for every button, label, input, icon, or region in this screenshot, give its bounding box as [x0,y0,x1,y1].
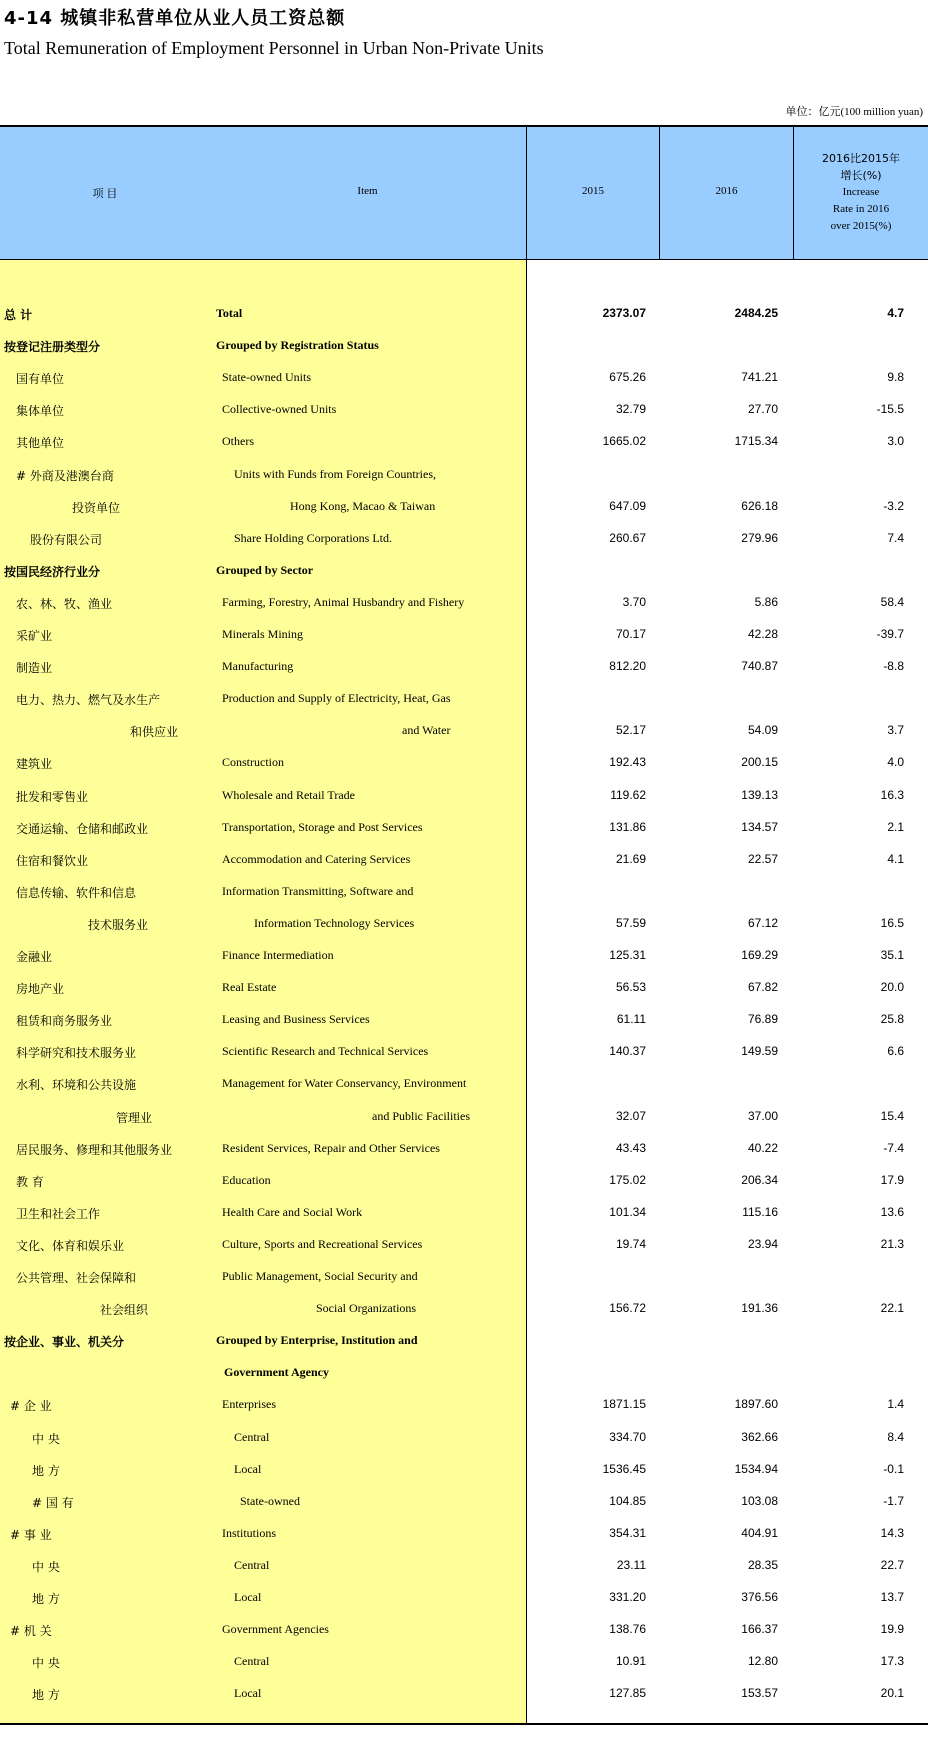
value-2015: 354.31 [609,1525,646,1540]
value-2015: 61.11 [616,1012,646,1027]
row-item-chinese: 农、林、牧、渔业 [16,596,113,611]
row-item-chinese: 居民服务、修理和其他服务业 [16,1142,173,1157]
table-row [0,329,928,361]
row-item-english: Local [234,1590,262,1604]
table-title-english: Total Remuneration of Employment Personnel in Urban Non-Private Units [4,38,544,58]
value-2015: 104.85 [609,1493,646,1508]
value-2016: 1534.94 [734,1461,778,1476]
row-item-chinese: 采矿业 [16,629,53,643]
value-2016: 5.86 [754,594,778,609]
value-2016: 376.56 [741,1590,778,1604]
header-item-en: Item [357,185,378,197]
growth-rate: -8.8 [883,659,904,674]
table-row [0,843,928,875]
value-2015: 32.07 [615,1108,646,1123]
value-2015: 812.20 [609,659,646,674]
table-row [0,1292,928,1324]
value-2016: 22.57 [747,851,778,866]
header-growth-en-3: over 2015(%) [830,220,892,232]
value-2016: 103.08 [741,1493,778,1508]
row-item-english: Central [234,1557,270,1572]
table-row [0,393,928,425]
row-item-chinese: 科学研究和技术服务业 [16,1046,137,1061]
value-2016: 115.16 [742,1204,778,1219]
table-row [0,779,928,811]
row-item-english: Farming, Forestry, Animal Husbandry and Fishery [222,594,465,609]
table-title-chinese: 4-14 城镇非私营单位从业人员工资总额 [4,8,346,29]
growth-rate: 8.4 [887,1429,904,1444]
header-growth-en-2: Rate in 2016 [832,203,890,215]
table-row [0,1645,928,1677]
value-2015: 57.59 [615,915,646,930]
row-item-english: and Public Facilities [372,1108,470,1123]
row-item-english: Institutions [222,1525,277,1540]
table-row [0,1421,928,1453]
value-2016: 67.12 [747,915,778,930]
row-item-chinese: 按登记注册类型分 [4,340,101,355]
growth-rate: 17.3 [880,1654,904,1669]
table-bottom-border [0,1723,928,1725]
row-item-english: Construction [222,755,284,770]
growth-rate: 25.8 [880,1012,904,1027]
row-item-chinese: 水利、环境和公共设施 [16,1078,137,1093]
growth-rate: 17.9 [880,1172,904,1187]
row-item-english: Hong Kong, Macao & Taiwan [290,498,436,513]
row-item-english: Scientific Research and Technical Services [222,1044,429,1059]
value-2015: 21.69 [615,851,646,866]
row-item-english: State-owned Units [222,370,311,385]
growth-rate: 4.7 [887,306,904,320]
row-item-chinese: 股份有限公司 [30,532,103,547]
value-2016: 76.89 [747,1012,778,1027]
table-row [0,1067,928,1099]
row-item-chinese: 公共管理、社会保障和 [16,1271,137,1285]
value-2016: 279.96 [741,530,778,545]
table-row [0,682,928,714]
header-growth-en-1: Increase [842,186,880,198]
row-item-english: Culture, Sports and Recreational Services [222,1236,423,1251]
row-item-english: Information Transmitting, Software and [222,883,414,898]
row-item-chinese: 地 方 [32,1592,60,1606]
row-item-english: Collective-owned Units [222,402,337,417]
value-2016: 37.00 [747,1108,778,1123]
table-row [0,1003,928,1035]
value-2015: 125.31 [609,948,646,962]
growth-rate: 1.4 [887,1397,904,1412]
growth-rate: 15.4 [880,1108,904,1123]
value-2015: 131.86 [609,819,646,834]
header-growth-cn-1: 2016比2015年 [822,152,900,165]
row-item-english: Leasing and Business Services [222,1012,370,1027]
header-item-cn: 项 目 [92,188,118,200]
table-row [0,1196,928,1228]
row-item-english: State-owned [240,1493,300,1508]
value-2015: 192.43 [609,755,646,770]
value-2015: 10.91 [615,1654,646,1669]
table-row [0,1035,928,1067]
row-item-chinese: 电力、热力、燃气及水生产 [16,693,161,708]
growth-rate: 6.6 [887,1044,904,1059]
value-2016: 200.15 [741,755,778,770]
table-row [0,971,928,1003]
row-item-chinese: # 机 关 [10,1624,52,1639]
row-item-english: Education [222,1172,271,1187]
table-row [0,618,928,650]
value-2016: 740.87 [741,659,778,674]
value-2015: 3.70 [622,594,646,609]
row-item-chinese: 地 方 [32,1688,60,1703]
table-row [0,425,928,457]
value-2016: 741.21 [741,370,778,385]
value-2015: 334.70 [609,1429,646,1444]
value-2016: 153.57 [741,1686,778,1701]
growth-rate: -3.2 [883,498,904,513]
header-growth-rate [794,150,928,235]
row-item-chinese: 和供应业 [130,725,179,740]
value-2016: 54.09 [747,723,778,738]
value-2015: 56.53 [615,980,646,995]
value-2015: 175.02 [609,1172,646,1187]
value-2016: 191.36 [741,1301,778,1316]
row-item-chinese: 交通运输、仓储和邮政业 [16,821,149,836]
row-item-english: Grouped by Sector [216,562,314,577]
row-item-chinese: 房地产业 [16,982,65,997]
row-item-chinese: 管理业 [116,1110,153,1125]
row-item-english: Local [234,1461,262,1476]
value-2015: 647.09 [609,498,646,513]
value-2016: 1897.60 [734,1397,778,1412]
table-row [0,746,928,778]
value-2016: 67.82 [747,980,778,995]
table-row [0,554,928,586]
row-item-english: Share Holding Corporations Ltd. [234,530,392,545]
table-row [0,586,928,618]
growth-rate: 16.3 [880,787,904,802]
row-item-chinese: 按国民经济行业分 [4,564,101,579]
table-row [0,811,928,843]
row-item-chinese: 文化、体育和娱乐业 [16,1238,125,1253]
value-2015: 1871.15 [602,1397,646,1412]
table-row [0,1517,928,1549]
row-item-english: Grouped by Enterprise, Institution and [216,1333,418,1348]
table-row [0,361,928,393]
table-row [0,939,928,971]
row-item-chinese: 金融业 [16,950,53,964]
table-row [0,297,928,329]
row-item-chinese: 教 育 [16,1174,44,1189]
value-2015: 1536.45 [602,1461,646,1476]
row-item-english: Grouped by Registration Status [216,338,379,353]
table-row [0,1228,928,1260]
value-2015: 70.17 [615,627,646,641]
row-item-english: Management for Water Conservancy, Environment [222,1076,467,1091]
row-item-english: Public Management, Social Security and [222,1269,418,1283]
row-item-chinese: 制造业 [16,661,53,676]
row-item-chinese: 中 央 [32,1431,60,1446]
table-row [0,522,928,554]
row-item-chinese: # 企 业 [10,1399,52,1414]
growth-rate: 4.0 [887,755,904,770]
value-2016: 134.57 [741,819,778,834]
growth-rate: 7.4 [887,530,904,545]
growth-rate: -0.1 [883,1461,904,1476]
row-item-english: Others [222,434,254,449]
row-item-english: Resident Services, Repair and Other Services [222,1140,440,1155]
value-2015: 43.43 [615,1140,646,1155]
growth-rate: 19.9 [880,1622,904,1637]
row-item-english: Accommodation and Catering Services [222,851,411,866]
value-2015: 101.34 [609,1204,646,1219]
value-2015: 675.26 [609,370,646,385]
row-item-chinese: 中 央 [32,1656,60,1671]
table-row [0,1549,928,1581]
value-2016: 2484.25 [734,306,778,320]
row-item-chinese: 社会组织 [100,1303,149,1318]
table-row [0,1453,928,1485]
header-2016: 2016 [715,185,738,197]
value-2016: 404.91 [741,1525,778,1540]
value-2016: 362.66 [741,1429,778,1444]
value-2015: 19.74 [615,1236,646,1251]
growth-rate: 14.3 [880,1525,904,1540]
header-2015: 2015 [582,185,604,197]
table-row [0,1100,928,1132]
row-item-english: Social Organizations [316,1301,417,1316]
row-item-chinese: # 事 业 [10,1527,52,1542]
value-2016: 149.59 [741,1044,778,1059]
table-row [0,1132,928,1164]
growth-rate: 35.1 [880,948,904,962]
row-item-english: and Water [402,723,451,738]
row-item-english: Government Agencies [222,1622,329,1637]
row-item-english: Enterprises [222,1397,276,1412]
row-item-english: Central [234,1429,270,1444]
growth-rate: 21.3 [880,1236,904,1251]
row-item-english: Information Technology Services [254,915,415,930]
growth-rate: 4.1 [887,851,904,866]
row-item-chinese: 其他单位 [16,436,65,451]
row-item-chinese: 建筑业 [16,757,53,772]
value-2016: 40.22 [747,1140,778,1155]
table-row [0,1485,928,1517]
table-row [0,1324,928,1356]
growth-rate: -1.7 [883,1493,904,1508]
value-2015: 52.17 [615,723,646,738]
row-item-chinese: 集体单位 [16,404,65,419]
row-item-chinese: 信息传输、软件和信息 [16,885,137,900]
row-item-english: Real Estate [222,980,277,995]
value-2016: 27.70 [747,402,778,417]
row-item-chinese: 批发和零售业 [16,789,89,804]
value-2016: 139.13 [741,787,778,802]
unit-label: 单位：亿元(100 million yuan) [785,106,923,118]
growth-rate: 13.7 [880,1590,904,1604]
table-row [0,875,928,907]
value-2015: 331.20 [609,1590,646,1604]
value-2016: 42.28 [747,627,778,641]
value-2016: 1715.34 [734,434,778,449]
table-row [0,1677,928,1709]
header-growth-cn-2: 增长(%) [840,169,882,182]
value-2016: 206.34 [741,1172,778,1187]
value-2015: 119.62 [610,787,646,802]
table-row [0,714,928,746]
row-item-english: Production and Supply of Electricity, Heat, Gas [222,691,451,706]
growth-rate: -15.5 [876,402,904,417]
value-2015: 23.11 [616,1557,646,1572]
value-2015: 140.37 [609,1044,646,1059]
table-row [0,907,928,939]
growth-rate: 2.1 [887,819,904,834]
row-item-chinese: 按企业、事业、机关分 [4,1335,125,1350]
table-row [0,458,928,490]
growth-rate: 3.0 [887,434,904,449]
value-2015: 2373.07 [602,306,646,320]
growth-rate: 16.5 [880,915,904,930]
row-item-english: Wholesale and Retail Trade [222,787,355,802]
row-item-english: Transportation, Storage and Post Services [222,819,423,834]
value-2015: 138.76 [609,1622,646,1637]
table-row [0,490,928,522]
table-row [0,1356,928,1388]
value-2015: 32.79 [615,402,646,417]
row-item-english: Units with Funds from Foreign Countries, [234,466,437,481]
table-row [0,1260,928,1292]
table-row [0,650,928,682]
table-row [0,1581,928,1613]
row-item-english: Total [216,306,243,320]
value-2016: 626.18 [741,498,778,513]
value-2015: 1665.02 [602,434,646,449]
growth-rate: 22.1 [880,1301,904,1316]
value-2016: 23.94 [747,1236,778,1251]
growth-rate: 22.7 [880,1557,904,1572]
growth-rate: -39.7 [876,627,904,641]
value-2016: 28.35 [747,1557,778,1572]
row-item-english: Finance Intermediation [222,948,334,962]
table-row [0,1613,928,1645]
growth-rate: 3.7 [887,723,904,738]
table-row [0,1388,928,1420]
value-2016: 166.37 [741,1622,778,1637]
row-item-chinese: 技术服务业 [88,917,149,932]
growth-rate: 9.8 [887,370,904,385]
growth-rate: 58.4 [880,594,904,609]
row-item-chinese: # 国 有 [32,1495,74,1510]
growth-rate: 13.6 [880,1204,904,1219]
value-2016: 12.80 [747,1654,778,1669]
value-2016: 169.29 [741,948,778,962]
row-item-english: Manufacturing [222,659,294,674]
value-2015: 127.85 [609,1686,646,1701]
row-item-chinese: 租赁和商务服务业 [16,1014,113,1029]
row-item-english: Minerals Mining [222,627,303,641]
growth-rate: 20.0 [880,980,904,995]
growth-rate: -7.4 [883,1140,904,1155]
row-item-english: Health Care and Social Work [222,1204,363,1219]
value-2015: 156.72 [609,1301,646,1316]
row-item-chinese: 卫生和社会工作 [16,1206,101,1221]
row-item-chinese: 中 央 [32,1559,60,1574]
table-row [0,1164,928,1196]
value-2015: 260.67 [609,530,646,545]
row-item-english: Central [234,1654,270,1669]
row-item-chinese: 住宿和餐饮业 [16,853,89,868]
growth-rate: 20.1 [880,1686,904,1701]
row-item-chinese: 总 计 [4,308,33,322]
row-item-english: Local [234,1686,262,1701]
row-item-chinese: 地 方 [32,1463,60,1478]
row-item-chinese: 国有单位 [16,372,65,387]
row-item-chinese: # 外商及港澳台商 [16,468,114,483]
row-item-chinese: 投资单位 [72,500,121,515]
row-item-english: Government Agency [224,1365,329,1380]
